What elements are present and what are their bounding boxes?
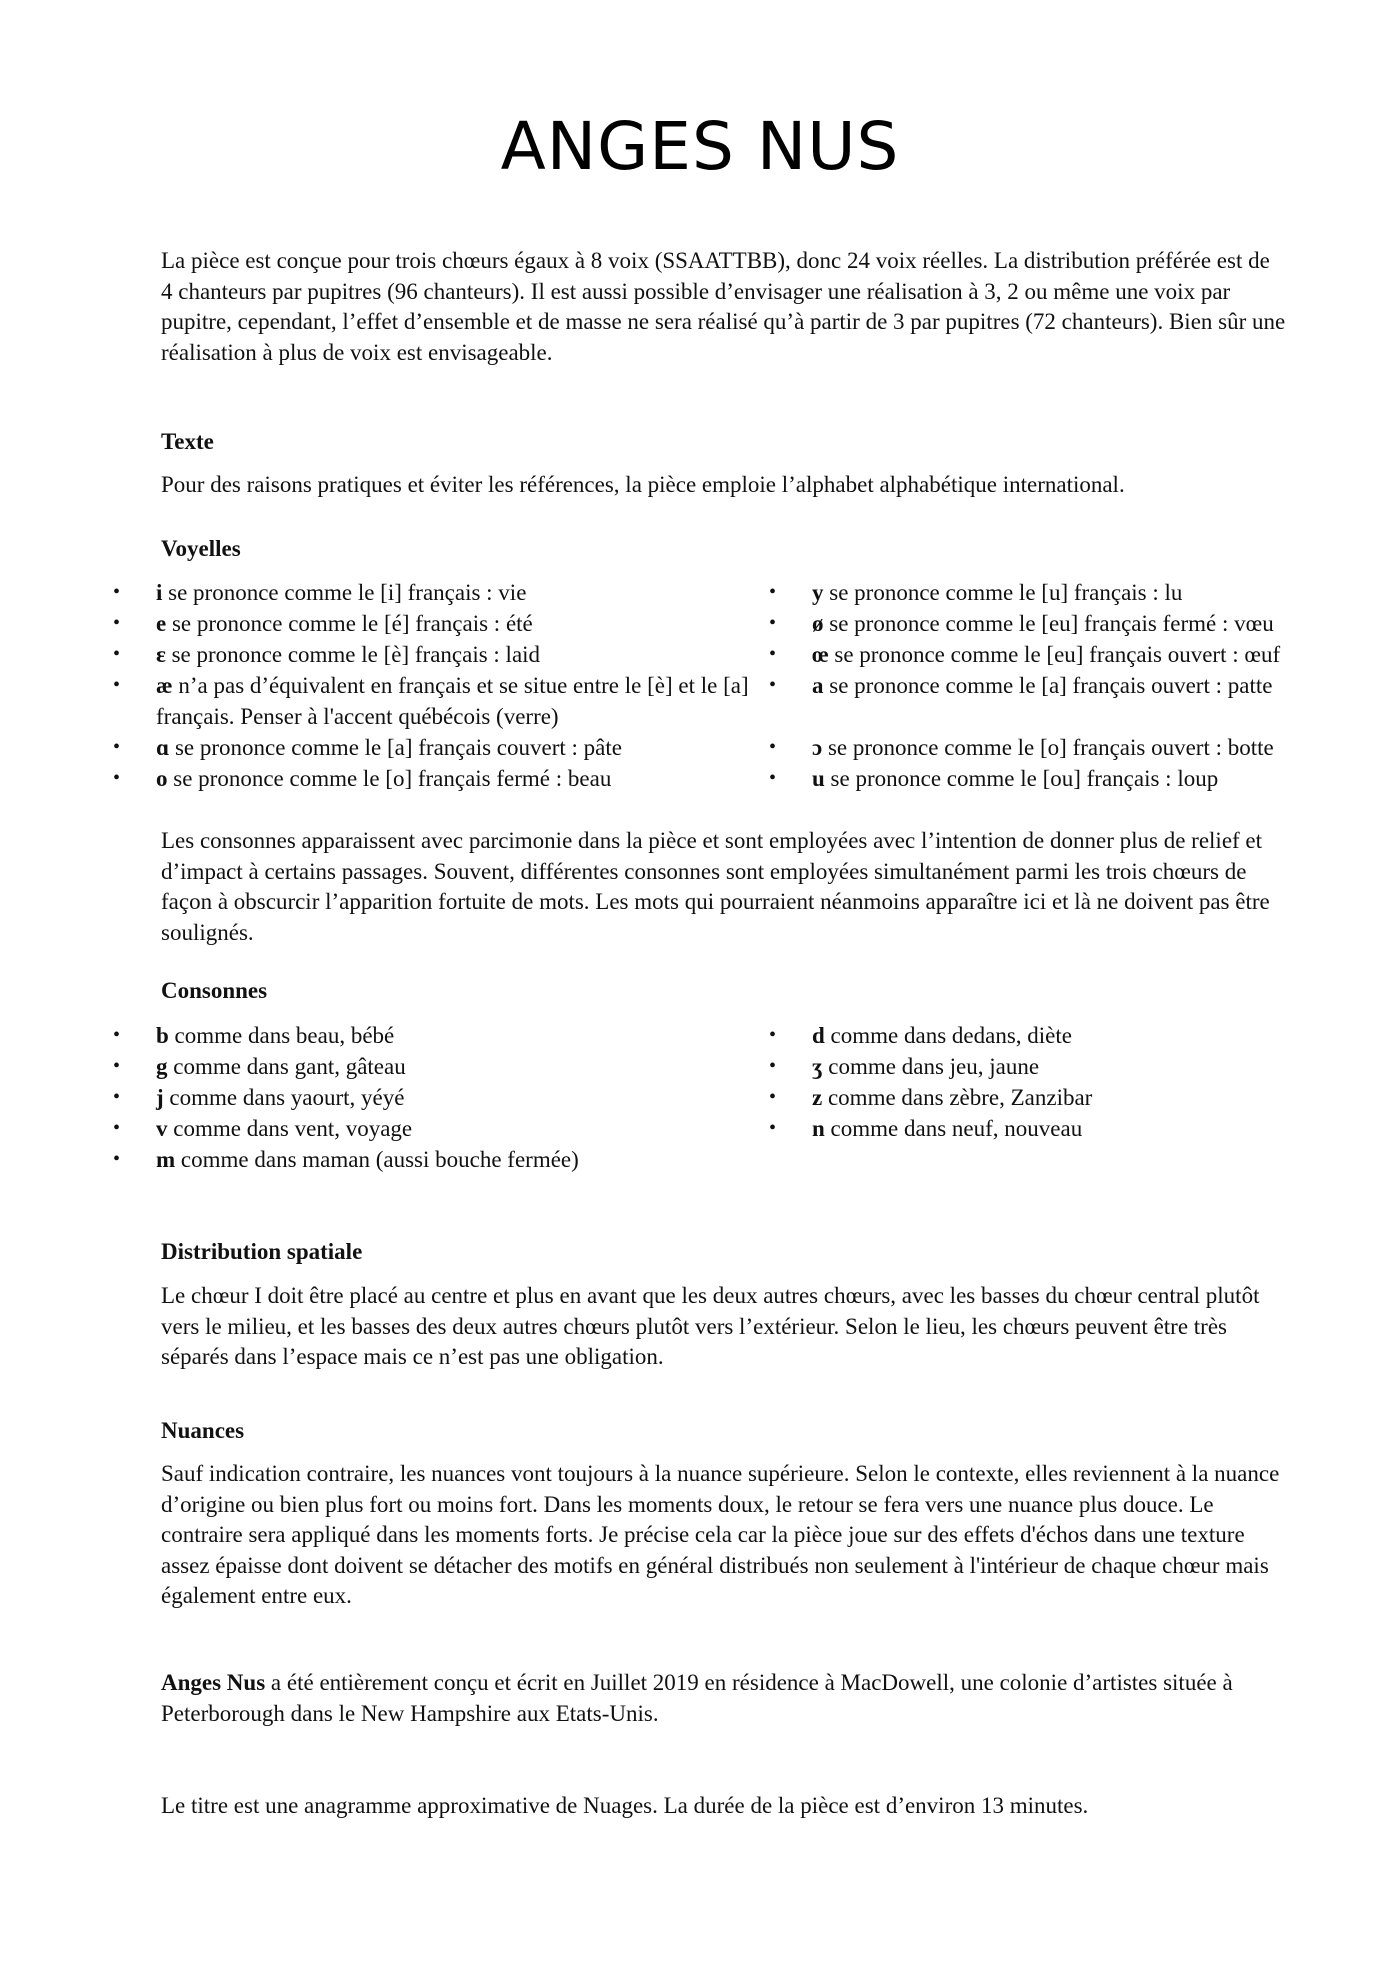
bullet-icon: • <box>113 612 121 634</box>
list-item: • ɛ se prononce comme le [è] français : laid <box>156 639 766 670</box>
intro-paragraph: La pièce est conçue pour trois chœurs égaux à 8 voix (SSAATTBB), donc 24 voix réelles. La distribution préférée est de 4 chanteurs par pupitres (96 chanteurs). Il est aussi possible d’envisager une réalisation à 3, 2 ou même une voix par pupitre, cependant, l’effet d’ensemble et de masse ne sera réalisé qu’à partir de 3 par pupitres (72 chanteurs). Bien sûr une réalisation à plus de voix est envisageable. <box>161 248 1286 365</box>
consonnes-heading: Consonnes <box>161 978 268 1003</box>
bullet-icon: • <box>113 674 121 696</box>
list-item: • ø se prononce comme le [eu] français fermé : vœu <box>812 608 1372 639</box>
bullet-icon: • <box>113 1148 121 1170</box>
list-item: • b comme dans beau, bébé <box>156 1020 766 1051</box>
list-item: • m comme dans maman (aussi bouche fermée) <box>156 1144 766 1175</box>
list-item: • ɑ se prononce comme le [a] français couvert : pâte <box>156 732 766 763</box>
bullet-icon: • <box>769 1055 777 1077</box>
bullet-icon: • <box>113 1117 121 1139</box>
list-item: • z comme dans zèbre, Zanzibar <box>812 1082 1372 1113</box>
distribution-paragraph: Le chœur I doit être placé au centre et plus en avant que les deux autres chœurs, avec les basses du chœur central plutôt vers le milieu, et les basses des deux autres chœurs plutôt vers l’extérieur. Selon le lieu, les chœurs peuvent être très séparés dans l’espace mais ce n’est pas une obligation. <box>161 1283 1260 1369</box>
list-item: • ɔ se prononce comme le [o] français ouvert : botte <box>812 732 1372 763</box>
nuances-heading: Nuances <box>161 1418 245 1443</box>
bullet-icon: • <box>769 1117 777 1139</box>
texte-heading: Texte <box>161 429 214 454</box>
list-item: • ʒ comme dans jeu, jaune <box>812 1051 1372 1082</box>
bullet-icon: • <box>769 736 777 758</box>
bullet-icon: • <box>113 1055 121 1077</box>
bullet-icon: • <box>769 674 777 696</box>
bullet-icon: • <box>769 767 777 789</box>
bullet-icon: • <box>769 643 777 665</box>
bullet-icon: • <box>113 767 121 789</box>
list-item: • i se prononce comme le [i] français : vie <box>156 577 766 608</box>
list-item: • v comme dans vent, voyage <box>156 1113 766 1144</box>
bullet-icon: • <box>113 1024 121 1046</box>
consonnes-intro-paragraph: Les consonnes apparaissent avec parcimonie dans la pièce et sont employées avec l’intention de donner plus de relief et d’impact à certains passages. Souvent, différentes consonnes sont employées simultanément parmi les trois chœurs de façon à obscurcir l’apparition fortuite de mots. Les mots qui pourraient néanmoins apparaître ici et là ne doivent pas être soulignés. <box>161 828 1270 945</box>
bullet-icon: • <box>769 1024 777 1046</box>
document-title: ANGES NUS <box>500 108 900 185</box>
list-item: • g comme dans gant, gâteau <box>156 1051 766 1082</box>
bullet-icon: • <box>113 643 121 665</box>
consonnes-list-left <box>113 1020 766 1175</box>
bullet-icon: • <box>113 581 121 603</box>
bullet-icon: • <box>769 612 777 634</box>
consonnes-list-right <box>769 1020 1372 1144</box>
distribution-heading: Distribution spatiale <box>161 1239 363 1264</box>
list-item: • d comme dans dedans, diète <box>812 1020 1372 1051</box>
bullet-icon: • <box>769 1086 777 1108</box>
bullet-icon: • <box>113 736 121 758</box>
list-item: • e se prononce comme le [é] français : été <box>156 608 766 639</box>
voyelles-list-left <box>113 577 766 794</box>
work-title-inline: Anges Nus <box>161 1670 266 1695</box>
titre-note-paragraph: Le titre est une anagramme approximative de Nuages. La durée de la pièce est d’environ 13 minutes. <box>161 1793 1089 1818</box>
list-item: • n comme dans neuf, nouveau <box>812 1113 1372 1144</box>
list-item: • a se prononce comme le [a] français ouvert : patte <box>812 670 1372 701</box>
list-spacer <box>812 701 1372 732</box>
list-item: • o se prononce comme le [o] français fermé : beau <box>156 763 766 794</box>
bullet-icon: • <box>113 1086 121 1108</box>
bullet-icon: • <box>769 581 777 603</box>
list-item: • j comme dans yaourt, yéyé <box>156 1082 766 1113</box>
voyelles-heading: Voyelles <box>161 536 241 561</box>
list-item: • y se prononce comme le [u] français : lu <box>812 577 1372 608</box>
genese-paragraph: Anges Nus a été entièrement conçu et écrit en Juillet 2019 en résidence à MacDowell, une colonie d’artistes située à Peterborough dans le New Hampshire aux Etats-Unis. <box>161 1670 1233 1726</box>
nuances-paragraph: Sauf indication contraire, les nuances vont toujours à la nuance supérieure. Selon le contexte, elles reviennent à la nuance d’origine ou bien plus fort ou moins fort. Dans les moments doux, le retour se fera vers une nuance plus douce. Le contraire sera appliqué dans les moments forts. Je précise cela car la pièce joue sur des effets d'échos dans une texture assez épaisse dont doivent se détacher des motifs en général distribués non seulement à l'intérieur de chaque chœur mais également entre eux. <box>161 1461 1280 1608</box>
voyelles-list-right <box>769 577 1372 794</box>
list-item: • æ n’a pas d’équivalent en français et se situe entre le [è] et le [a] français. Penser à l'accent québécois (verre) <box>156 670 766 732</box>
list-item: • u se prononce comme le [ou] français : loup <box>812 763 1372 794</box>
list-item: • œ se prononce comme le [eu] français ouvert : œuf <box>812 639 1372 670</box>
texte-paragraph: Pour des raisons pratiques et éviter les références, la pièce emploie l’alphabet alphabétique international. <box>161 472 1125 497</box>
